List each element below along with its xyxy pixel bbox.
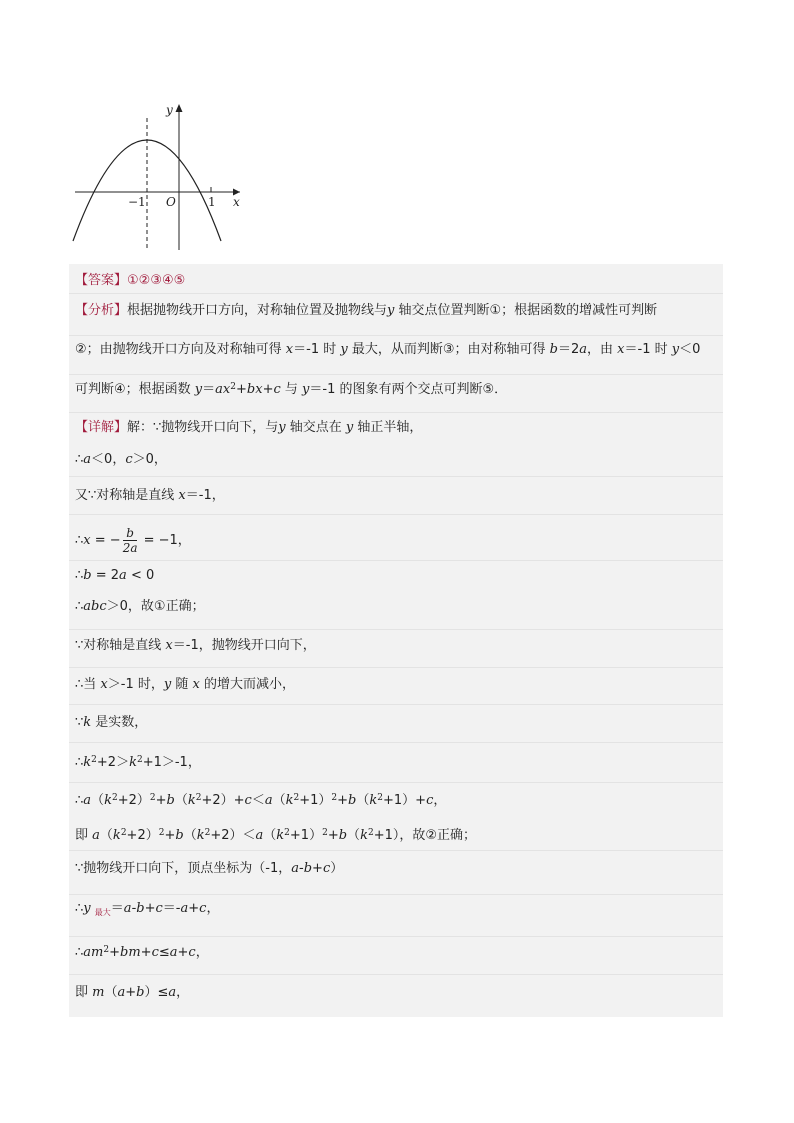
math-variable: a xyxy=(169,945,178,960)
text-run: 随 xyxy=(171,677,193,692)
math-variable: a xyxy=(264,793,273,808)
math-variable: b xyxy=(303,861,313,876)
math-variable: c xyxy=(199,901,207,916)
line-separator xyxy=(69,974,723,975)
line-separator xyxy=(69,629,723,630)
text-run: （ xyxy=(272,793,286,808)
solution-line xyxy=(75,598,717,616)
solution-line xyxy=(75,419,717,437)
math-variable: x xyxy=(192,677,200,692)
text-run: （ xyxy=(104,985,118,1000)
text-run: ∵ xyxy=(75,715,84,730)
math-variable: bm xyxy=(120,945,141,960)
math-variable: k xyxy=(104,793,112,808)
text-run: （ xyxy=(174,793,188,808)
solution-line xyxy=(75,676,717,694)
section-label: 【分析】 xyxy=(75,303,128,318)
math-variable: y xyxy=(83,901,91,916)
text-run: （ xyxy=(183,828,197,843)
text-run: （ xyxy=(91,793,105,808)
math-variable: b xyxy=(175,828,184,843)
parabola-graph xyxy=(70,100,250,260)
math-variable: k xyxy=(276,828,285,843)
text-run: < 0 xyxy=(126,568,155,583)
line-separator xyxy=(69,514,723,515)
math-variable: ax xyxy=(215,382,231,397)
superscript: 2 xyxy=(91,755,97,765)
solution-line xyxy=(75,567,717,585)
x-axis-label: x xyxy=(233,195,240,209)
math-variable: a xyxy=(291,861,299,876)
text-run: +2）＜ xyxy=(210,828,256,843)
math-variable: y xyxy=(671,342,680,357)
fraction-denominator: 2a xyxy=(122,541,138,555)
solution-line xyxy=(75,381,717,399)
y-axis-label: y xyxy=(166,103,173,117)
math-variable: b xyxy=(348,793,357,808)
text-run: + xyxy=(155,793,167,808)
math-variable: x xyxy=(83,533,91,548)
text-run: ＞-1 时， xyxy=(107,677,164,692)
math-variable: k xyxy=(112,828,121,843)
text-run: +2） xyxy=(126,828,159,843)
math-variable: a xyxy=(117,985,126,1000)
y-axis-arrow xyxy=(176,104,183,112)
line-separator xyxy=(69,704,723,705)
math-variable: am xyxy=(83,945,104,960)
text-run: + xyxy=(327,828,339,843)
math-variable: c xyxy=(426,793,434,808)
solution-line xyxy=(75,860,717,878)
math-variable: k xyxy=(196,828,205,843)
math-variable: a xyxy=(92,828,100,843)
text-run: （ xyxy=(99,828,113,843)
text-run: + xyxy=(337,793,349,808)
line-separator xyxy=(69,742,723,743)
superscript: 2 xyxy=(284,828,290,838)
text-run: ， xyxy=(195,945,209,960)
text-run: + xyxy=(144,901,156,916)
text-run: 是实数， xyxy=(91,715,148,730)
superscript: 2 xyxy=(136,755,143,765)
text-run: ＜0， xyxy=(91,452,126,467)
text-run: +1＞-1， xyxy=(142,755,201,770)
math-variable: c xyxy=(155,901,163,916)
math-variable: y xyxy=(302,382,310,397)
text-run: 与 xyxy=(280,382,303,397)
solution-line xyxy=(75,451,717,469)
math-variable: x xyxy=(100,677,108,692)
text-run: +1） xyxy=(299,793,332,808)
text-run: 即 xyxy=(75,985,93,1000)
text-run: 根据抛物线开口方向，对称轴位置及抛物线与 xyxy=(127,303,388,318)
line-separator xyxy=(69,476,723,477)
text-run: （ xyxy=(347,828,361,843)
text-run: +2＞ xyxy=(96,755,130,770)
text-run: ＜0 xyxy=(679,342,701,357)
math-variable: abc xyxy=(83,599,107,614)
text-run: （ xyxy=(356,793,370,808)
math-variable: k xyxy=(187,793,196,808)
superscript: 2 xyxy=(204,828,211,838)
superscript: 2 xyxy=(293,793,300,803)
math-variable: c xyxy=(244,793,252,808)
math-variable: b xyxy=(83,568,92,583)
text-run: = 2 xyxy=(91,568,120,583)
text-run: ＝ xyxy=(202,382,216,397)
math-variable: y xyxy=(387,303,395,318)
text-run: ＞0，故①正确； xyxy=(106,599,205,614)
text-run: + xyxy=(177,945,189,960)
text-run: ， xyxy=(206,901,220,916)
subscript-label: 最大 xyxy=(94,908,111,917)
text-run: 轴交点在 xyxy=(285,420,346,435)
line-separator xyxy=(69,850,723,851)
section-label: ①②③④⑤ xyxy=(127,273,186,288)
text-run: 即 xyxy=(75,828,93,843)
solution-line xyxy=(75,754,717,772)
math-variable: x xyxy=(178,488,186,503)
text-run: ＝-1， xyxy=(185,488,225,503)
superscript: 2 xyxy=(111,793,118,803)
text-run: ） xyxy=(330,861,344,876)
tick-minus-one-label: −1 xyxy=(128,195,146,209)
solution-line xyxy=(75,714,717,732)
text-run: 又∵对称轴是直线 xyxy=(75,488,179,503)
superscript: 2 xyxy=(322,828,328,838)
line-separator xyxy=(69,782,723,783)
text-run: ，由 xyxy=(587,342,618,357)
math-variable: a xyxy=(123,901,132,916)
text-run: - xyxy=(131,901,137,916)
tick-one-label: 1 xyxy=(208,195,216,209)
text-run: 轴正半轴， xyxy=(353,420,423,435)
math-variable: y xyxy=(163,677,172,692)
math-variable: bx xyxy=(246,382,263,397)
text-run: + xyxy=(236,382,247,397)
text-run: - xyxy=(299,861,304,876)
math-variable: c xyxy=(322,861,331,876)
math-variable: b xyxy=(549,342,558,357)
text-run: ∴ xyxy=(75,945,84,960)
math-variable: a xyxy=(579,342,588,357)
superscript: 2 xyxy=(158,828,165,838)
math-variable: b xyxy=(166,793,175,808)
math-variable: m xyxy=(92,985,105,1000)
text-run: ＝-1 的图象有两个交点可判断⑤． xyxy=(309,382,508,397)
solution-line xyxy=(75,526,717,555)
solution-line xyxy=(75,487,717,505)
text-run: ∴ xyxy=(75,599,84,614)
text-run: 轴交点位置判断①；根据函数的增减性可判断 xyxy=(394,303,658,318)
line-separator xyxy=(69,894,723,895)
math-variable: c xyxy=(151,945,159,960)
text-run: + xyxy=(125,985,137,1000)
fraction xyxy=(123,526,138,555)
math-variable: a xyxy=(119,568,127,583)
math-variable: x xyxy=(285,342,294,357)
solution-panel xyxy=(69,264,723,1017)
math-variable: k xyxy=(360,828,368,843)
line-separator xyxy=(69,374,723,375)
text-run: ， xyxy=(176,985,190,1000)
text-run: ， xyxy=(433,793,447,808)
solution-line xyxy=(75,944,717,962)
line-separator xyxy=(69,335,723,336)
text-run: ∵对称轴是直线 xyxy=(75,638,166,653)
text-run: +1）+ xyxy=(383,793,427,808)
text-run: ∴ xyxy=(75,901,84,916)
text-run: = −1， xyxy=(139,533,191,548)
math-variable: c xyxy=(273,382,281,397)
solution-line xyxy=(75,827,717,845)
text-run: ∴当 xyxy=(75,677,101,692)
text-run: +1） xyxy=(289,828,323,843)
solution-line xyxy=(75,984,717,1002)
text-run: 解：∵抛物线开口向下，与 xyxy=(127,420,279,435)
solution-line xyxy=(75,792,717,810)
text-run: ＝-1 时 xyxy=(624,342,672,357)
math-variable: k xyxy=(285,793,294,808)
text-run: 的增大而减小， xyxy=(199,677,295,692)
text-run: +2） xyxy=(117,793,150,808)
text-run: ②；由抛物线开口方向及对称轴可得 xyxy=(75,342,286,357)
math-variable: k xyxy=(129,755,137,770)
math-variable: b xyxy=(338,828,348,843)
superscript: 2 xyxy=(367,828,374,838)
text-run: ＞0， xyxy=(132,452,167,467)
solution-line xyxy=(75,900,717,918)
solution-line xyxy=(75,272,717,290)
math-variable: x xyxy=(617,342,625,357)
math-variable: k xyxy=(369,793,378,808)
superscript: 2 xyxy=(195,793,202,803)
line-separator xyxy=(69,412,723,413)
math-variable: a xyxy=(180,901,189,916)
math-variable: y xyxy=(194,382,203,397)
superscript: 2 xyxy=(331,793,338,803)
superscript: 2 xyxy=(103,945,110,955)
math-variable: a xyxy=(83,452,92,467)
math-variable: b xyxy=(136,901,145,916)
text-run: ＜ xyxy=(251,793,265,808)
text-run: ∵抛物线开口向下，顶点坐标为（-1， xyxy=(75,861,292,876)
line-separator xyxy=(69,936,723,937)
text-run: 最大，从而判断③；由对称轴可得 xyxy=(347,342,550,357)
math-variable: k xyxy=(83,715,92,730)
text-run: ＝-1，抛物线开口向下， xyxy=(172,638,316,653)
text-run: ＝ xyxy=(110,901,124,916)
line-separator xyxy=(69,293,723,294)
math-variable: a xyxy=(83,793,92,808)
text-run: ∴ xyxy=(75,452,84,467)
superscript: 2 xyxy=(149,793,156,803)
math-variable: a xyxy=(255,828,264,843)
text-run: ）≤ xyxy=(144,985,169,1000)
text-run: （ xyxy=(263,828,277,843)
text-run: ≤ xyxy=(158,945,170,960)
math-variable: c xyxy=(188,945,196,960)
solution-line xyxy=(75,637,717,655)
solution-line xyxy=(75,341,717,359)
line-separator xyxy=(69,667,723,668)
text-run: ∴ xyxy=(75,568,84,583)
text-run: = − xyxy=(90,533,121,548)
text-run: ＝2 xyxy=(557,342,580,357)
superscript: 2 xyxy=(120,828,127,838)
superscript: 2 xyxy=(377,793,384,803)
text-run: +2）+ xyxy=(201,793,245,808)
text-run: + xyxy=(164,828,176,843)
text-run: ∴ xyxy=(75,793,84,808)
section-label: 【答案】 xyxy=(75,273,128,288)
text-run: + xyxy=(140,945,152,960)
text-run: ＝-1 时 xyxy=(293,342,341,357)
text-run: + xyxy=(262,382,274,397)
superscript: 2 xyxy=(230,382,236,392)
math-variable: y xyxy=(278,420,286,435)
text-run: 可判断④；根据函数 xyxy=(75,382,195,397)
line-separator xyxy=(69,560,723,561)
text-run: ∴ xyxy=(75,533,84,548)
math-variable: k xyxy=(83,755,92,770)
solution-line xyxy=(75,302,717,320)
text-run: + xyxy=(109,945,120,960)
math-variable: a xyxy=(168,985,177,1000)
parabola-figure xyxy=(70,100,250,260)
math-variable: c xyxy=(125,452,133,467)
text-run: ＝- xyxy=(162,901,181,916)
text-run: + xyxy=(188,901,200,916)
section-label: 【详解】 xyxy=(75,420,128,435)
origin-label: O xyxy=(166,195,176,209)
text-run: + xyxy=(312,861,323,876)
math-variable: x xyxy=(165,638,173,653)
text-run: ∴ xyxy=(75,755,84,770)
text-run: +1），故②正确； xyxy=(373,828,477,843)
math-variable: y xyxy=(340,342,348,357)
fraction-numerator: b xyxy=(123,526,138,541)
math-variable: b xyxy=(136,985,145,1000)
math-variable: y xyxy=(345,420,354,435)
